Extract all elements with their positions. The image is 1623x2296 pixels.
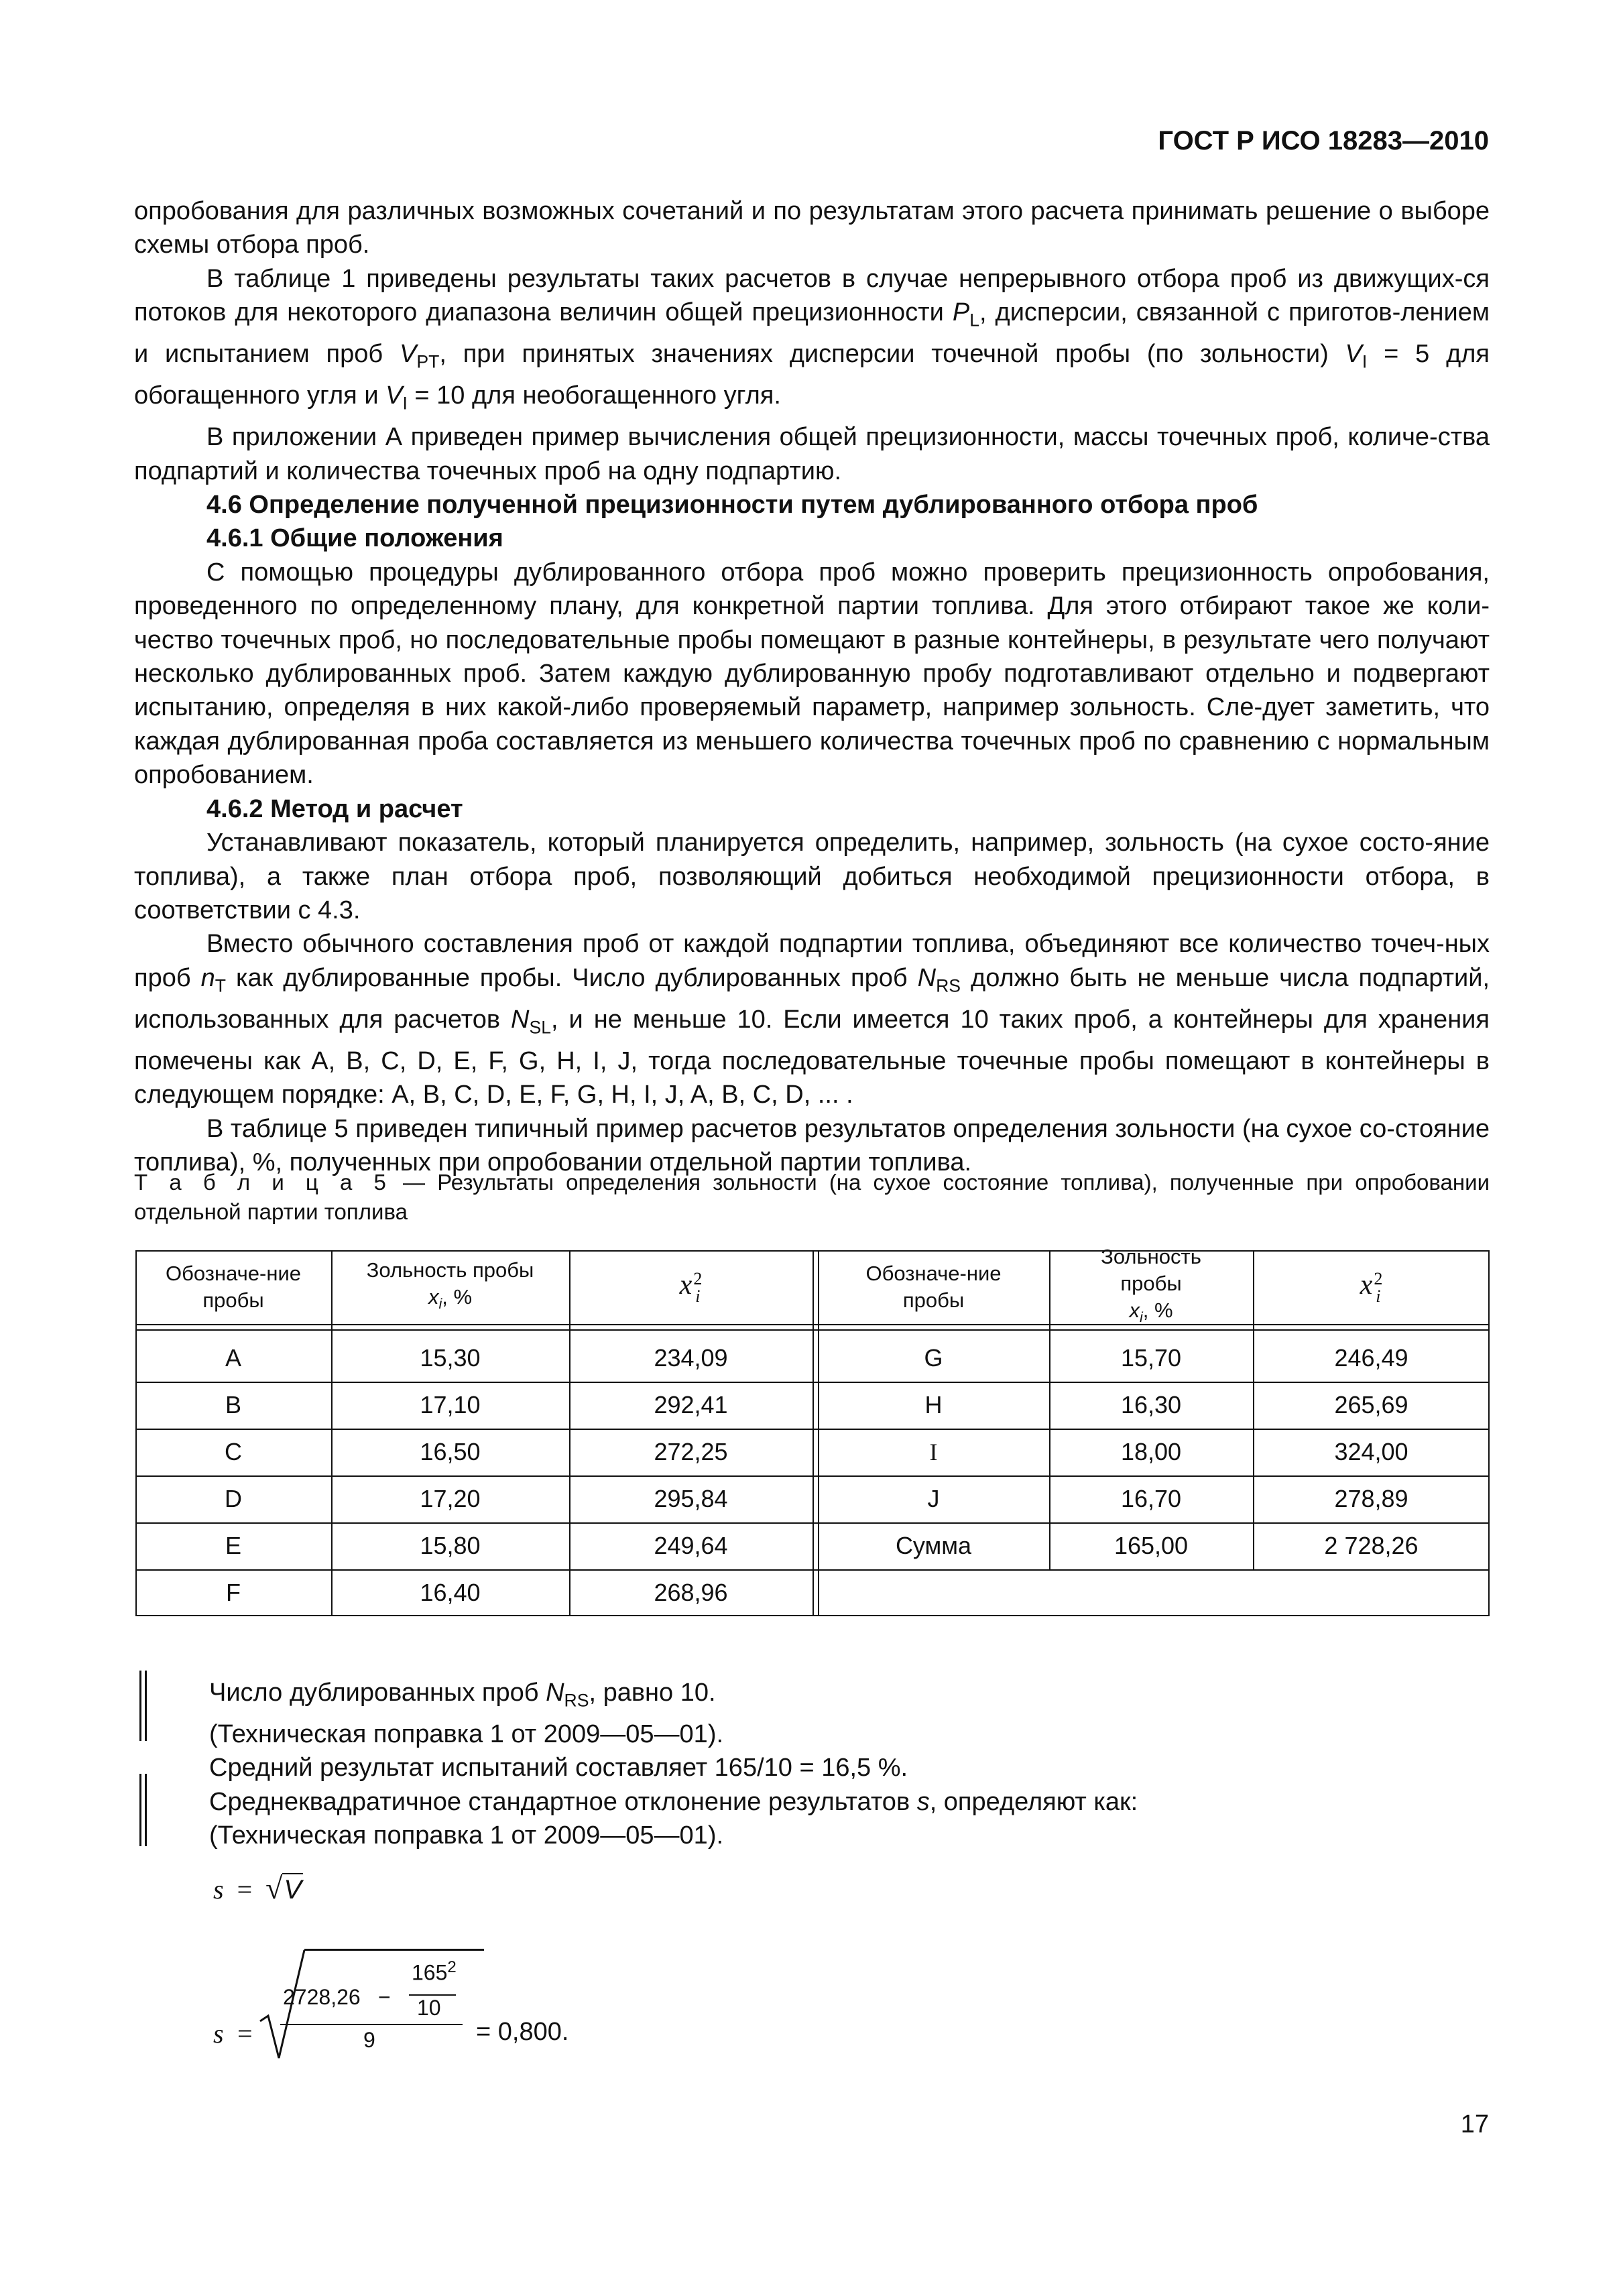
- paragraph: Устанавливают показатель, который планируется определить, например, зольность (на сухое состо-яние топлива), а также план отбора проб, позволяющий добиться необходимой прецизионности отбора, в соответствии с 4.3.: [134, 829, 1490, 924]
- revision-bar: [145, 1671, 147, 1741]
- table-header-x2: x 2 i: [1360, 1268, 1383, 1306]
- page-number: 17: [1460, 2110, 1489, 2138]
- section-heading: 4.6 Определение полученной прецизионности путем дублированного отбора проб: [206, 491, 1258, 520]
- table-cell: 16,50: [420, 1438, 481, 1465]
- paragraph: В таблице 1 приведены результаты таких расчетов в случае непрерывного отбора проб из движущих-ся потоков для некоторого диапазона величин общей прецизионности $P_L$, дисперсии, связанной с приготов-лением и испытанием проб $V_{PT}$, при принятых значениях дисперсии точечной пробы (по зольности) $V_I = 5$ для обогащенного угля и $V_I = 10$ для необогащенного угля.: [134, 264, 1490, 414]
- table-cell: I: [929, 1439, 938, 1465]
- table-grid-line: [135, 1324, 1490, 1325]
- table-header-ash: Зольность пробы $x_i$, %: [1101, 1244, 1201, 1326]
- table-cell: E: [225, 1532, 241, 1559]
- table-cell: G: [924, 1344, 943, 1372]
- doc-header: ГОСТ Р ИСО 18283—2010: [1158, 126, 1489, 156]
- main-fraction-bar: [280, 2024, 463, 2025]
- table-cell: 16,70: [1120, 1485, 1182, 1512]
- table-cell: 324,00: [1334, 1438, 1408, 1465]
- paragraph: опробования для различных возможных сочетаний и по результатам этого расчета принимать решение о выборе схемы отбора проб.: [134, 197, 1490, 259]
- table-cell: 292,41: [654, 1391, 728, 1418]
- table-cell-total-label: Сумма: [895, 1532, 972, 1559]
- revision-bar: [139, 1774, 141, 1846]
- table-caption: Т а б л и ц а 5 — Результаты определения зольности (на сухое состояние топлива), полученные при опробовании отдельной партии топлива: [134, 1170, 1490, 1224]
- remark-line: Число дублированных проб $N_{RS}$, равно 10.: [209, 1679, 716, 1711]
- subsection-heading: 4.6.1 Общие положения: [206, 524, 503, 553]
- subsection-heading: 4.6.2 Метод и расчет: [206, 794, 463, 823]
- table-cell: 268,96: [654, 1579, 728, 1606]
- table-cell: 16,40: [420, 1579, 481, 1606]
- table-cell-total: 2 728,26: [1324, 1532, 1419, 1559]
- remark-line: (Техническая поправка 1 от 2009—05—01).: [209, 1821, 724, 1850]
- revision-bar: [145, 1774, 147, 1846]
- table-cell: 17,20: [420, 1485, 481, 1512]
- table-header-ash: Зольность пробы $x_i$, %: [366, 1258, 534, 1313]
- table-header-sample: Обозначе-ние пробы: [165, 1262, 302, 1312]
- paragraph: С помощью процедуры дублированного отбора проб можно проверить прецизионность опробования, проведенного по определенному плану, для конкретной партии топлива. Для этого отбирают такое же коли-чество точечных проб, но последовательные пробы помещают в разные контейнеры, в результате чего получают несколько дублированных проб. Затем каждую дублированную пробу подготавливают отдельно и подвергают испытанию, определяя в них какой-либо проверяемый параметр, например зольность. Сле-дует заметить, что каждая дублированная проба составляется из меньшего количества точечных проб по сравнению с нормальным опробованием.: [134, 558, 1490, 790]
- paragraph: Вместо обычного составления проб от каждой подпартии топлива, объединяют все количество точеч-ных проб $n_T$ как дублированные пробы. Число дублированных проб $N_{RS}$ должно быть не меньше числа подпартий, использованных для расчетов $N_{SL}$, и не меньше 10. Если имеется 10 таких проб, а контейнеры для хранения помечены как A, B, C, D, E, F, G, H, I, J, тогда последовательные точечные пробы помещают в контейнеры в следующем порядке: A, B, C, D, E, F, G, H, I, J, A, B, C, D, ... .: [134, 930, 1490, 1109]
- table-cell: F: [226, 1579, 241, 1606]
- revision-bar: [139, 1671, 141, 1741]
- table-grid-line: [813, 1250, 814, 1616]
- table-cell: 234,09: [654, 1344, 728, 1372]
- formula-std-dev: s = 2728,26 − $165^2$ 10 9 = 0,800.: [213, 1947, 629, 2061]
- table-header-sample: Обозначе-ние пробы: [865, 1262, 1002, 1312]
- remarks-block: [209, 1676, 1483, 1853]
- table-cell: 18,00: [1120, 1438, 1182, 1465]
- radical-bar: [304, 1949, 484, 1951]
- table-cell: C: [225, 1438, 242, 1465]
- table-cell: 15,80: [420, 1532, 481, 1559]
- table-cell: 265,69: [1334, 1391, 1408, 1418]
- remark-line: (Техническая поправка 1 от 2009—05—01).: [209, 1720, 724, 1748]
- table-grid-line: [135, 1329, 1490, 1331]
- table-header-x2: x 2 i: [679, 1268, 703, 1306]
- paragraph: В таблице 5 приведен типичный пример расчетов результатов определения зольности (на сухое со-стояние топлива), %, полученных при опробовании отдельной партии топлива.: [134, 1114, 1490, 1176]
- table-cell: 278,89: [1334, 1485, 1408, 1512]
- table-cell: 15,70: [1120, 1344, 1182, 1372]
- table-cell: H: [924, 1391, 943, 1418]
- body-text: [134, 194, 1490, 1179]
- table-cell: 246,49: [1334, 1344, 1408, 1372]
- remark-line: Среднеквадратичное стандартное отклонение результатов s, определяют как:: [209, 1787, 1138, 1816]
- results-table: [135, 1244, 1490, 1616]
- table-cell-total: 165,00: [1114, 1532, 1189, 1559]
- table-cell: 272,25: [654, 1438, 728, 1465]
- table-cell: A: [225, 1344, 241, 1372]
- table-cell: 16,30: [1120, 1391, 1182, 1418]
- table-cell: J: [927, 1485, 940, 1512]
- table-cell: 295,84: [654, 1485, 728, 1512]
- table-cell: 17,10: [420, 1391, 481, 1418]
- table-cell: D: [225, 1485, 242, 1512]
- table-cell: 249,64: [654, 1532, 728, 1559]
- table-cell: 15,30: [420, 1344, 481, 1372]
- table-cell: B: [225, 1391, 241, 1418]
- paragraph: В приложении А приведен пример вычисления общей прецизионности, массы точечных проб, количе-ства подпартий и количества точечных проб на одну подпартию.: [134, 423, 1490, 485]
- remark-line: Средний результат испытаний составляет 165/10 = 16,5 %.: [209, 1754, 908, 1783]
- formula-sqrt-v: s = √V: [213, 1871, 302, 1905]
